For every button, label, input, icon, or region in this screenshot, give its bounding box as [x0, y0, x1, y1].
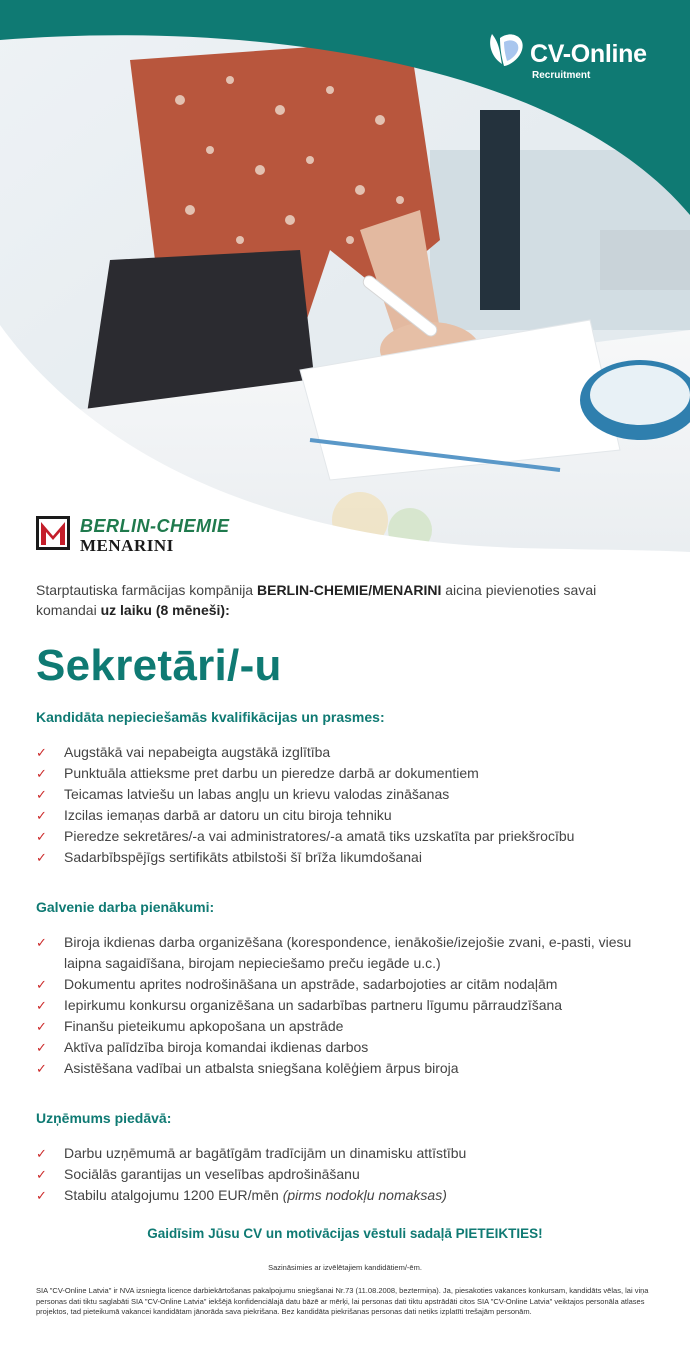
- check-mark-icon: ✓: [36, 787, 47, 802]
- list-item-text: Biroja ikdienas darba organizēšana (korespondence, ienākošie/izejošie zvani, e-pasti, viesu laipna sagaidīšana, birojam nepieciešamo preču iegāde u.c.): [64, 934, 632, 971]
- list-item-text: Dokumentu aprites nodrošināšana un apstrāde, sadarbojoties ar citām nodaļām: [64, 976, 558, 992]
- check-mark-icon: ✓: [36, 745, 47, 760]
- contact-note: Sazināsimies ar izvēlētajiem kandidātiem/-ēm.: [268, 1263, 422, 1272]
- intro-company: BERLIN-CHEMIE/MENARINI: [257, 582, 442, 598]
- list-item-text: Finanšu pieteikumu apkopošana un apstrāde: [64, 1018, 344, 1034]
- company-logo: [36, 516, 276, 556]
- cv-online-heart-logo-icon: [486, 28, 528, 70]
- check-mark-icon: ✓: [36, 935, 47, 950]
- check-mark-icon: ✓: [36, 1061, 47, 1076]
- company-name-line2: MENARINI: [80, 536, 174, 555]
- list-item-text: Darbu uzņēmumā ar bagātīgām tradīcijām un dinamisku attīstību: [64, 1145, 467, 1161]
- list-item-text: Sadarbībspējīgs sertifikāts atbilstoši šī brīža likumdošanai: [64, 849, 422, 865]
- offer-list: [36, 1143, 656, 1206]
- list-item-text: Pieredze sekretāres/-a vai administratores/-a amatā tiks uzskatīta par priekšrocību: [64, 828, 575, 844]
- list-item: [36, 1016, 656, 1037]
- intro-term: uz laiku (8 mēneši):: [100, 602, 230, 618]
- salary-note: (pirms nodokļu nomaksas): [282, 1187, 447, 1203]
- list-item-text: Augstākā vai nepabeigta augstākā izglītība: [64, 744, 331, 760]
- duties-list: [36, 932, 656, 1079]
- check-mark-icon: ✓: [36, 1019, 47, 1034]
- check-mark-icon: ✓: [36, 1040, 47, 1055]
- salary-text: Stabilu atalgojumu 1200 EUR/mēn: [64, 1187, 283, 1203]
- menarini-m-logo-icon: [36, 516, 70, 550]
- intro-part2: aicina pievienoties savai komandai: [36, 582, 597, 618]
- check-mark-icon: ✓: [36, 977, 47, 992]
- job-title: Sekretāri/-u: [36, 641, 282, 690]
- check-mark-icon: ✓: [36, 829, 47, 844]
- list-item: [36, 995, 656, 1016]
- legal-notice: SIA "CV-Online Latvia" ir NVA izsniegta licence darbiekārtošanas pakalpojumu sniegšanai Nr.73 (11.08.2008, beztermiņa). Ja, piesakoties vakances konkursam, kandidāts vēlas, lai viņa personas dati tiktu saglabāti SIA "CV-Online Latvia" iekšējā konfidenciālajā datu bāzē ar mērķi, lai personas dati tiktu apstrādāti citos SIA "CV-Online Latvia" veiktajos personāla atlases projektos, tad pieteikumā vakancei kandidātam jānorāda sava piekrišana. Bez kandidāta piekrišanas personas dati netiks izplatīti trešajām personām.: [36, 1286, 649, 1316]
- qualifications-title: Kandidāta nepieciešamās kvalifikācijas un prasmes:: [36, 709, 385, 725]
- list-item-text: Teicamas latviešu un labas angļu un krievu valodas zināšanas: [64, 786, 450, 802]
- list-item-text: Sociālās garantijas un veselības apdrošināšanu: [64, 1166, 360, 1182]
- brand-name: CV-Online: [530, 40, 647, 68]
- offer-title: Uzņēmums piedāvā:: [36, 1110, 172, 1126]
- list-item: [36, 1164, 656, 1185]
- duties-title: Galvenie darba pienākumi:: [36, 899, 215, 915]
- list-item: [36, 742, 656, 763]
- list-item: [36, 1058, 656, 1079]
- list-item: [36, 1143, 656, 1164]
- list-item: [36, 974, 656, 995]
- list-item-text: Aktīva palīdzība biroja komandai ikdienas darbos: [64, 1039, 369, 1055]
- qualifications-list: [36, 742, 656, 868]
- call-to-action: Gaidīsim Jūsu CV un motivācijas vēstuli sadaļā PIETEIKTIES!: [147, 1226, 543, 1241]
- list-item: [36, 826, 656, 847]
- check-mark-icon: ✓: [36, 1188, 47, 1203]
- company-name-line1: BERLIN-CHEMIE: [80, 516, 230, 536]
- check-mark-icon: ✓: [36, 1167, 47, 1182]
- brand-subtitle: Recruitment: [532, 70, 591, 81]
- intro-part1: Starptautiska farmācijas kompānija: [36, 582, 257, 598]
- list-item: [36, 784, 656, 805]
- check-mark-icon: ✓: [36, 998, 47, 1013]
- list-item-text: Asistēšana vadībai un atbalsta sniegšana kolēģiem ārpus biroja: [64, 1060, 459, 1076]
- list-item: [36, 763, 656, 784]
- list-item-text: Iepirkumu konkursu organizēšana un sadarbības partneru līgumu pārraudzīšana: [64, 997, 563, 1013]
- hero-banner: [0, 0, 690, 570]
- list-item-text: Izcilas iemaņas darbā ar datoru un citu biroja tehniku: [64, 807, 392, 823]
- check-mark-icon: ✓: [36, 850, 47, 865]
- check-mark-icon: ✓: [36, 766, 47, 781]
- check-mark-icon: ✓: [36, 808, 47, 823]
- check-mark-icon: ✓: [36, 1146, 47, 1161]
- job-posting-content: [36, 580, 656, 1206]
- list-item: [36, 932, 656, 974]
- intro-text: [36, 580, 656, 620]
- list-item: [36, 847, 656, 868]
- list-item: [36, 805, 656, 826]
- list-item: [36, 1037, 656, 1058]
- list-item-text: Punktuāla attieksme pret darbu un pieredze darbā ar dokumentiem: [64, 765, 479, 781]
- list-item-salary: [36, 1185, 656, 1206]
- hero-photo: [0, 0, 690, 570]
- cv-online-brand: [486, 28, 656, 84]
